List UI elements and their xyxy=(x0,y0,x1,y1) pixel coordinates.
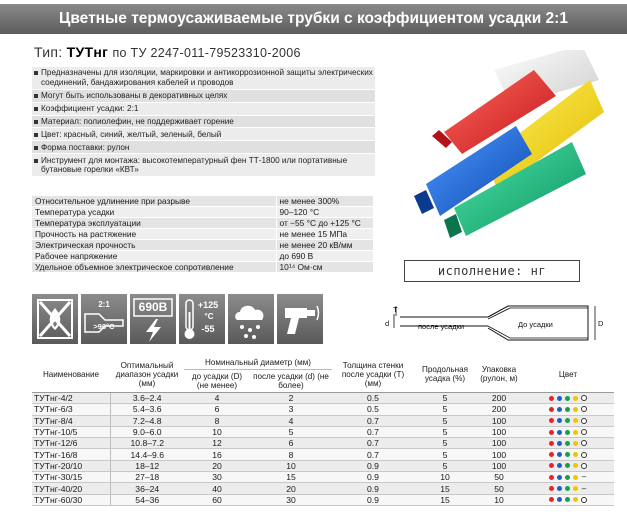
cell-range: 5.4–3.6 xyxy=(110,404,184,415)
cell-before: 4 xyxy=(184,393,250,404)
cell-colors xyxy=(522,415,614,426)
table-row xyxy=(32,483,614,494)
cell-long: 5 xyxy=(414,393,476,404)
cell-range: 10.8–7.2 xyxy=(110,438,184,449)
cell-colors xyxy=(522,393,614,404)
spec-row xyxy=(32,240,373,251)
page-title: Цветные термоусаживаемые трубки с коэффициентом усадки 2:1 xyxy=(59,10,568,27)
cell-pack: 100 xyxy=(476,438,522,449)
cell-range: 7.2–4.8 xyxy=(110,415,184,426)
cell-after: 2 xyxy=(250,393,332,404)
cell-colors xyxy=(522,494,614,505)
spec-value: от −55 °С до +125 °С xyxy=(276,218,373,229)
col-diameter: Номинальный диаметр (мм) xyxy=(184,356,332,370)
color-dot xyxy=(565,452,570,457)
cell-long: 5 xyxy=(414,415,476,426)
cell-after: 30 xyxy=(250,494,332,505)
cell-pack: 10 xyxy=(476,494,522,505)
spec-value: не менее 300% xyxy=(276,196,373,207)
cell-name: ТУТнг-6/3 xyxy=(32,404,110,415)
color-dot xyxy=(557,452,562,457)
feature-item: Цвет: красный, синий, желтый, зеленый, белый xyxy=(32,128,375,141)
ratio-text: 2:1 xyxy=(98,300,110,309)
cell-after: 4 xyxy=(250,415,332,426)
cell-colors xyxy=(522,472,614,483)
cell-after: 6 xyxy=(250,438,332,449)
color-dot xyxy=(573,475,578,480)
cell-wall: 0.7 xyxy=(332,438,414,449)
cell-pack: 100 xyxy=(476,415,522,426)
cell-long: 5 xyxy=(414,449,476,460)
color-dot xyxy=(565,430,570,435)
color-dot xyxy=(549,486,554,491)
color-dot-white xyxy=(581,406,587,412)
cell-range: 36–24 xyxy=(110,483,184,494)
color-dot-white xyxy=(581,418,587,424)
color-dot xyxy=(549,452,554,457)
features-list xyxy=(32,67,375,177)
color-dot xyxy=(573,407,578,412)
cell-range: 9.0–6.0 xyxy=(110,426,184,437)
cell-range: 18–12 xyxy=(110,460,184,471)
color-dot xyxy=(565,441,570,446)
cell-pack: 200 xyxy=(476,393,522,404)
color-dot xyxy=(565,396,570,401)
type-prefix: Тип: xyxy=(34,44,63,60)
color-dot xyxy=(557,486,562,491)
color-dot xyxy=(573,396,578,401)
diagram-D-label: D xyxy=(598,319,604,328)
spec-value: не менее 15 МПа xyxy=(276,229,373,240)
cell-long: 5 xyxy=(414,460,476,471)
cell-range: 3.6–2.4 xyxy=(110,393,184,404)
spec-row xyxy=(32,218,373,229)
spec-row xyxy=(32,196,373,207)
color-dot xyxy=(557,475,562,480)
cell-after: 20 xyxy=(250,483,332,494)
color-unavailable: – xyxy=(581,472,587,482)
diagram-before-label: До усадки xyxy=(518,320,553,329)
cell-range: 27–18 xyxy=(110,472,184,483)
cell-name: ТУТнг-16/8 xyxy=(32,449,110,460)
col-wall: Толщина стенки после усадки (T) (мм) xyxy=(332,356,414,393)
temp-min-text: -55 xyxy=(201,324,215,334)
color-dot xyxy=(557,418,562,423)
table-row xyxy=(32,460,614,471)
cell-colors xyxy=(522,438,614,449)
feature-item: Коэффициент усадки: 2:1 xyxy=(32,103,375,116)
table-row xyxy=(32,426,614,437)
weather-icon xyxy=(228,294,274,344)
no-flame-icon xyxy=(32,294,78,344)
cell-name: ТУТнг-10/5 xyxy=(32,426,110,437)
spec-row xyxy=(32,262,373,273)
tubes-photo xyxy=(404,50,604,240)
color-dot xyxy=(573,418,578,423)
feature-item: Инструмент для монтажа: высокотемпературный фен ТТ-1800 или портативные бутановые горелки «КВТ» xyxy=(32,154,375,177)
cell-name: ТУТнг-60/30 xyxy=(32,494,110,505)
color-dot xyxy=(565,407,570,412)
cell-range: 54–36 xyxy=(110,494,184,505)
cell-before: 6 xyxy=(184,404,250,415)
color-dot xyxy=(549,441,554,446)
color-dot xyxy=(549,430,554,435)
color-dot xyxy=(549,497,554,502)
color-dot xyxy=(549,418,554,423)
color-dot-white xyxy=(581,452,587,458)
cell-after: 15 xyxy=(250,472,332,483)
color-dot xyxy=(549,396,554,401)
spec-label: Температура усадки xyxy=(32,207,276,218)
spec-label: Температура эксплуатации xyxy=(32,218,276,229)
shrink-diagram xyxy=(378,296,608,356)
cell-wall: 0.9 xyxy=(332,483,414,494)
color-dot xyxy=(565,475,570,480)
color-dot xyxy=(557,441,562,446)
diagram-d-label: d xyxy=(385,319,390,328)
cell-long: 15 xyxy=(414,483,476,494)
spec-value: до 690 В xyxy=(276,251,373,262)
cell-name: ТУТнг-12/6 xyxy=(32,438,110,449)
voltage-text: 690В xyxy=(138,300,168,314)
color-dot xyxy=(557,396,562,401)
color-dot xyxy=(565,463,570,468)
color-dot xyxy=(573,486,578,491)
cell-pack: 50 xyxy=(476,483,522,494)
cell-after: 5 xyxy=(250,426,332,437)
diagram-t-label: T xyxy=(393,305,398,314)
cell-name: ТУТнг-8/4 xyxy=(32,415,110,426)
col-name: Наименование xyxy=(32,356,110,393)
cell-long: 5 xyxy=(414,404,476,415)
color-dot xyxy=(573,441,578,446)
spec-value: 10¹⁴ Ом·см xyxy=(276,262,373,273)
cell-wall: 0.5 xyxy=(332,393,414,404)
feature-item: Материал: полиолефин, не поддерживает горение xyxy=(32,116,375,129)
cell-after: 3 xyxy=(250,404,332,415)
cell-name: ТУТнг-4/2 xyxy=(32,393,110,404)
type-code: ТУТнг xyxy=(66,44,109,60)
color-dot-white xyxy=(581,440,587,446)
cell-long: 5 xyxy=(414,438,476,449)
thermometer-icon xyxy=(179,294,225,344)
col-long: Продольная усадка (%) xyxy=(414,356,476,393)
cell-name: ТУТнг-30/15 xyxy=(32,472,110,483)
voltage-icon xyxy=(130,294,176,344)
feature-icons xyxy=(32,294,372,344)
cell-colors xyxy=(522,460,614,471)
table-row xyxy=(32,472,614,483)
spec-row xyxy=(32,251,373,262)
color-dot-white xyxy=(581,395,587,401)
col-range: Оптимальный диапазон усадки (мм) xyxy=(110,356,184,393)
page-header xyxy=(0,4,627,34)
temp-unit-text: °C xyxy=(204,312,214,321)
col-pack: Упаковка (рулон, м) xyxy=(476,356,522,393)
type-tu: по ТУ 2247-011-79523310-2006 xyxy=(112,46,301,60)
table-row xyxy=(32,415,614,426)
color-dot xyxy=(565,486,570,491)
cell-pack: 100 xyxy=(476,426,522,437)
cell-before: 60 xyxy=(184,494,250,505)
table-row xyxy=(32,449,614,460)
cell-wall: 0.9 xyxy=(332,460,414,471)
spec-label: Относительное удлинение при разрыве xyxy=(32,196,276,207)
cell-colors xyxy=(522,483,614,494)
cell-after: 10 xyxy=(250,460,332,471)
spec-value: 90–120 °С xyxy=(276,207,373,218)
color-dot-white xyxy=(581,497,587,503)
color-dot-white xyxy=(581,429,587,435)
shrink-ratio-icon xyxy=(81,294,127,344)
color-dot xyxy=(573,497,578,502)
color-dot xyxy=(573,430,578,435)
cell-pack: 100 xyxy=(476,449,522,460)
cell-pack: 100 xyxy=(476,460,522,471)
table-row xyxy=(32,438,614,449)
product-type-line xyxy=(34,44,301,60)
table-row xyxy=(32,494,614,505)
color-unavailable: – xyxy=(581,483,587,493)
cell-pack: 50 xyxy=(476,472,522,483)
diagram-after-label: после усадки xyxy=(418,322,465,331)
color-dot xyxy=(573,452,578,457)
color-dot-white xyxy=(581,463,587,469)
cell-before: 30 xyxy=(184,472,250,483)
temp-max-text: +125 xyxy=(197,300,219,310)
feature-item: Предназначены для изоляции, маркировки и антикоррозионной защиты электрических соединений, бандажирования кабелей и проводов xyxy=(32,67,375,90)
cell-after: 8 xyxy=(250,449,332,460)
color-dot xyxy=(557,407,562,412)
col-after: после усадки (d) (не более) xyxy=(250,370,332,393)
spec-label: Электрическая прочность xyxy=(32,240,276,251)
heat-gun-icon xyxy=(277,294,323,344)
table-row xyxy=(32,404,614,415)
spec-value: не менее 20 кВ/мм xyxy=(276,240,373,251)
cell-wall: 0.7 xyxy=(332,415,414,426)
cell-before: 20 xyxy=(184,460,250,471)
cell-before: 12 xyxy=(184,438,250,449)
color-dot xyxy=(557,463,562,468)
spec-row xyxy=(32,229,373,240)
color-dot xyxy=(557,430,562,435)
spec-label: Рабочее напряжение xyxy=(32,251,276,262)
product-table xyxy=(32,356,614,506)
cell-name: ТУТнг-40/20 xyxy=(32,483,110,494)
spec-row xyxy=(32,207,373,218)
cell-before: 8 xyxy=(184,415,250,426)
color-dot xyxy=(565,418,570,423)
shrink-temp-text: >90°C xyxy=(93,322,115,331)
table-row xyxy=(32,393,614,404)
cell-wall: 0.5 xyxy=(332,404,414,415)
feature-item: Могут быть использованы в декоративных целях xyxy=(32,90,375,103)
cell-name: ТУТнг-20/10 xyxy=(32,460,110,471)
cell-wall: 0.9 xyxy=(332,494,414,505)
col-color: Цвет xyxy=(522,356,614,393)
cell-before: 16 xyxy=(184,449,250,460)
cell-wall: 0.9 xyxy=(332,472,414,483)
spec-label: Прочность на растяжение xyxy=(32,229,276,240)
cell-before: 10 xyxy=(184,426,250,437)
cell-range: 14.4–9.6 xyxy=(110,449,184,460)
cell-long: 10 xyxy=(414,472,476,483)
cell-before: 40 xyxy=(184,483,250,494)
color-dot xyxy=(549,407,554,412)
cell-colors xyxy=(522,426,614,437)
cell-wall: 0.7 xyxy=(332,426,414,437)
spec-label: Удельное объемное электрическое сопротивление xyxy=(32,262,276,273)
cell-long: 5 xyxy=(414,426,476,437)
cell-colors xyxy=(522,449,614,460)
cell-pack: 200 xyxy=(476,404,522,415)
col-before: до усадки (D) (не менее) xyxy=(184,370,250,393)
color-dot xyxy=(549,475,554,480)
feature-item: Форма поставки: рулон xyxy=(32,141,375,154)
color-dot xyxy=(573,463,578,468)
cell-wall: 0.7 xyxy=(332,449,414,460)
cell-long: 15 xyxy=(414,494,476,505)
color-dot xyxy=(557,497,562,502)
specs-table xyxy=(32,196,373,273)
color-dot xyxy=(565,497,570,502)
color-dot xyxy=(549,463,554,468)
cell-colors xyxy=(522,404,614,415)
execution-label: исполнение: нг xyxy=(404,260,580,282)
